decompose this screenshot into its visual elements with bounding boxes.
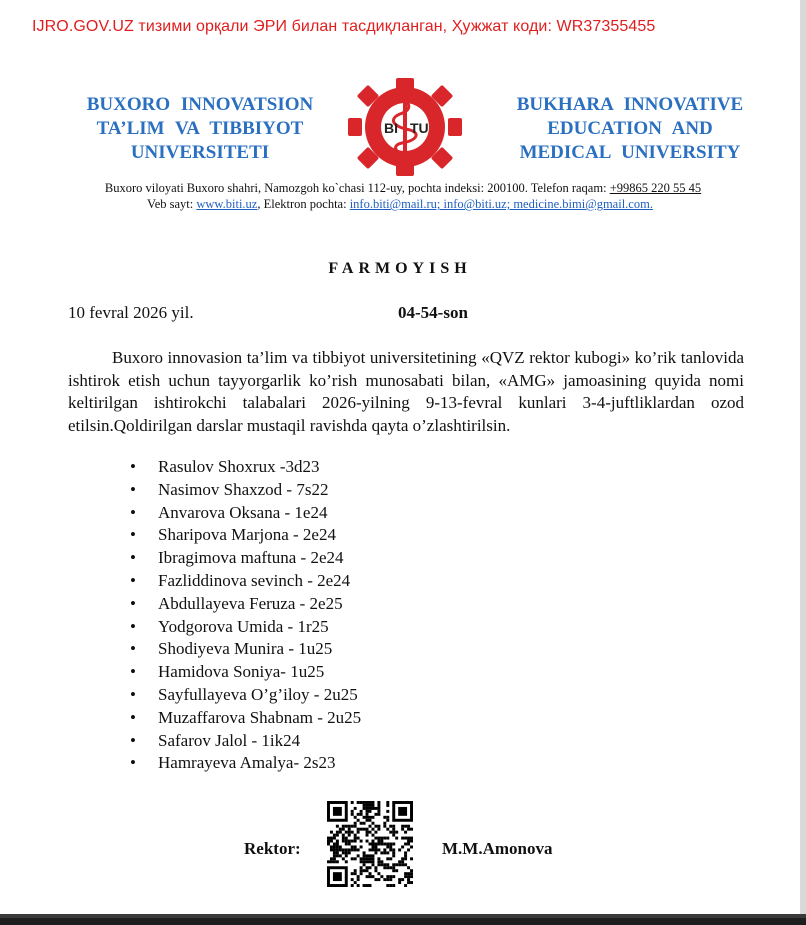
student-list: [130, 456, 361, 775]
student-name: Anvarova Oksana - 1e24: [158, 502, 328, 522]
list-item: [130, 547, 361, 570]
student-name: Abdullayeva Feruza - 2e25: [158, 593, 343, 613]
viewer-edge-right: [800, 0, 806, 925]
email-label: , Elektron pochta:: [257, 197, 350, 211]
bullet: •: [130, 457, 136, 476]
student-name: Yodgorova Umida - 1r25: [158, 616, 329, 636]
university-name-en-line: MEDICAL UNIVERSITY: [519, 142, 741, 163]
list-item: [130, 456, 361, 479]
document-number: 04-54-son: [398, 303, 468, 322]
list-item: [130, 570, 361, 593]
student-name: Hamidova Soniya- 1u25: [158, 662, 325, 682]
bullet: •: [130, 593, 136, 613]
website-link[interactable]: www.biti.uz: [196, 197, 258, 211]
university-name-uz-line: BUXORO INNOVATSION: [86, 94, 314, 115]
bullet: •: [130, 479, 136, 499]
list-item: [130, 638, 361, 661]
document-title: FARMOYISH: [328, 260, 472, 277]
student-name: Sharipova Marjona - 2e24: [158, 525, 336, 545]
bullet: •: [130, 753, 136, 773]
list-item: [130, 661, 361, 684]
address-text: Buxoro viloyati Buxoro shahri, Namozgoh ko`chasi 112-uy, pochta indeksi: 200100. Telefon raqam:: [104, 181, 610, 195]
bullet: •: [130, 616, 136, 636]
university-name-en-line: BUKHARA INNOVATIVE: [516, 94, 744, 115]
list-item: [130, 707, 361, 730]
document-date: 10 fevral 2026 yil.: [68, 303, 194, 322]
student-name: Safarov Jalol - 1ik24: [158, 730, 301, 750]
bullet: •: [130, 570, 136, 590]
address-line: [0, 180, 800, 196]
list-item: [130, 616, 361, 639]
bullet: •: [130, 525, 136, 545]
signature-label: Rektor:: [244, 839, 301, 858]
student-name: Rasulov Shoxrux -3d23: [158, 457, 320, 476]
bullet: •: [130, 707, 136, 727]
list-item: [130, 593, 361, 616]
logo-text-left: BI: [384, 120, 398, 136]
student-name: Ibragimova maftuna - 2e24: [158, 548, 344, 568]
student-name: Fazliddinova sevinch - 2e24: [158, 570, 351, 590]
list-item: [130, 524, 361, 547]
logo-text-right: TU: [410, 120, 429, 136]
list-item: [130, 684, 361, 707]
student-name: Hamrayeva Amalya- 2s23: [158, 753, 336, 773]
bullet: •: [130, 662, 136, 682]
bullet: •: [130, 502, 136, 522]
list-item: [130, 502, 361, 525]
student-name: Sayfullayeva O’g’iloy - 2u25: [158, 684, 358, 704]
qr-code-icon[interactable]: [327, 801, 413, 887]
email-links[interactable]: info.biti@mail.ru; info@biti.uz; medicine.bimi@gmail.com.: [349, 197, 653, 211]
bullet: •: [130, 639, 136, 659]
student-name: Nasimov Shaxzod - 7s22: [158, 479, 329, 499]
university-logo: [340, 76, 470, 178]
student-name: Muzaffarova Shabnam - 2u25: [158, 707, 362, 727]
bullet: •: [130, 684, 136, 704]
list-item: [130, 479, 361, 502]
list-item: [130, 730, 361, 753]
university-name-uz-line: UNIVERSITETI: [130, 142, 270, 163]
university-name-en: [495, 93, 765, 165]
web-line: [0, 196, 800, 212]
bullet: •: [130, 730, 136, 750]
signature-name: M.M.Amonova: [442, 839, 553, 858]
student-name: Shodiyeva Munira - 1u25: [158, 639, 333, 659]
verification-banner: IJRO.GOV.UZ тизими орқали ЭРИ билан тасдиқланган, Ҳужжат коди: WR37355455: [32, 18, 656, 35]
list-item: [130, 752, 361, 775]
university-name-en-line: EDUCATION AND: [547, 118, 713, 139]
bullet: •: [130, 548, 136, 568]
document-body: [68, 347, 744, 437]
contact-block: [0, 180, 800, 212]
phone-link[interactable]: +99865 220 55 45: [609, 181, 702, 195]
body-paragraph: Buxoro innovasion ta’lim va tibbiyot universitetining «QVZ rektor kubogi» ko’rik tanlovida ishtirok etish uchun tayyorgarlik ko’rish munosabati bilan, «AMG» jamoasining quyida nomi keltirilgan ishtirokchi talabalari 2026-yilning 9-13-fevral kunlari 3-4-juftliklardan ozod etilsin.Qoldirilgan darslar mustaqil ravishda qayta o’zlashtirilsin.: [68, 348, 744, 435]
viewer-edge-bottom-dark: [0, 918, 806, 925]
university-name-uz-line: TA’LIM VA TIBBIYOT: [96, 118, 304, 139]
university-name-uz: [60, 93, 340, 165]
web-label: Veb sayt:: [147, 197, 197, 211]
